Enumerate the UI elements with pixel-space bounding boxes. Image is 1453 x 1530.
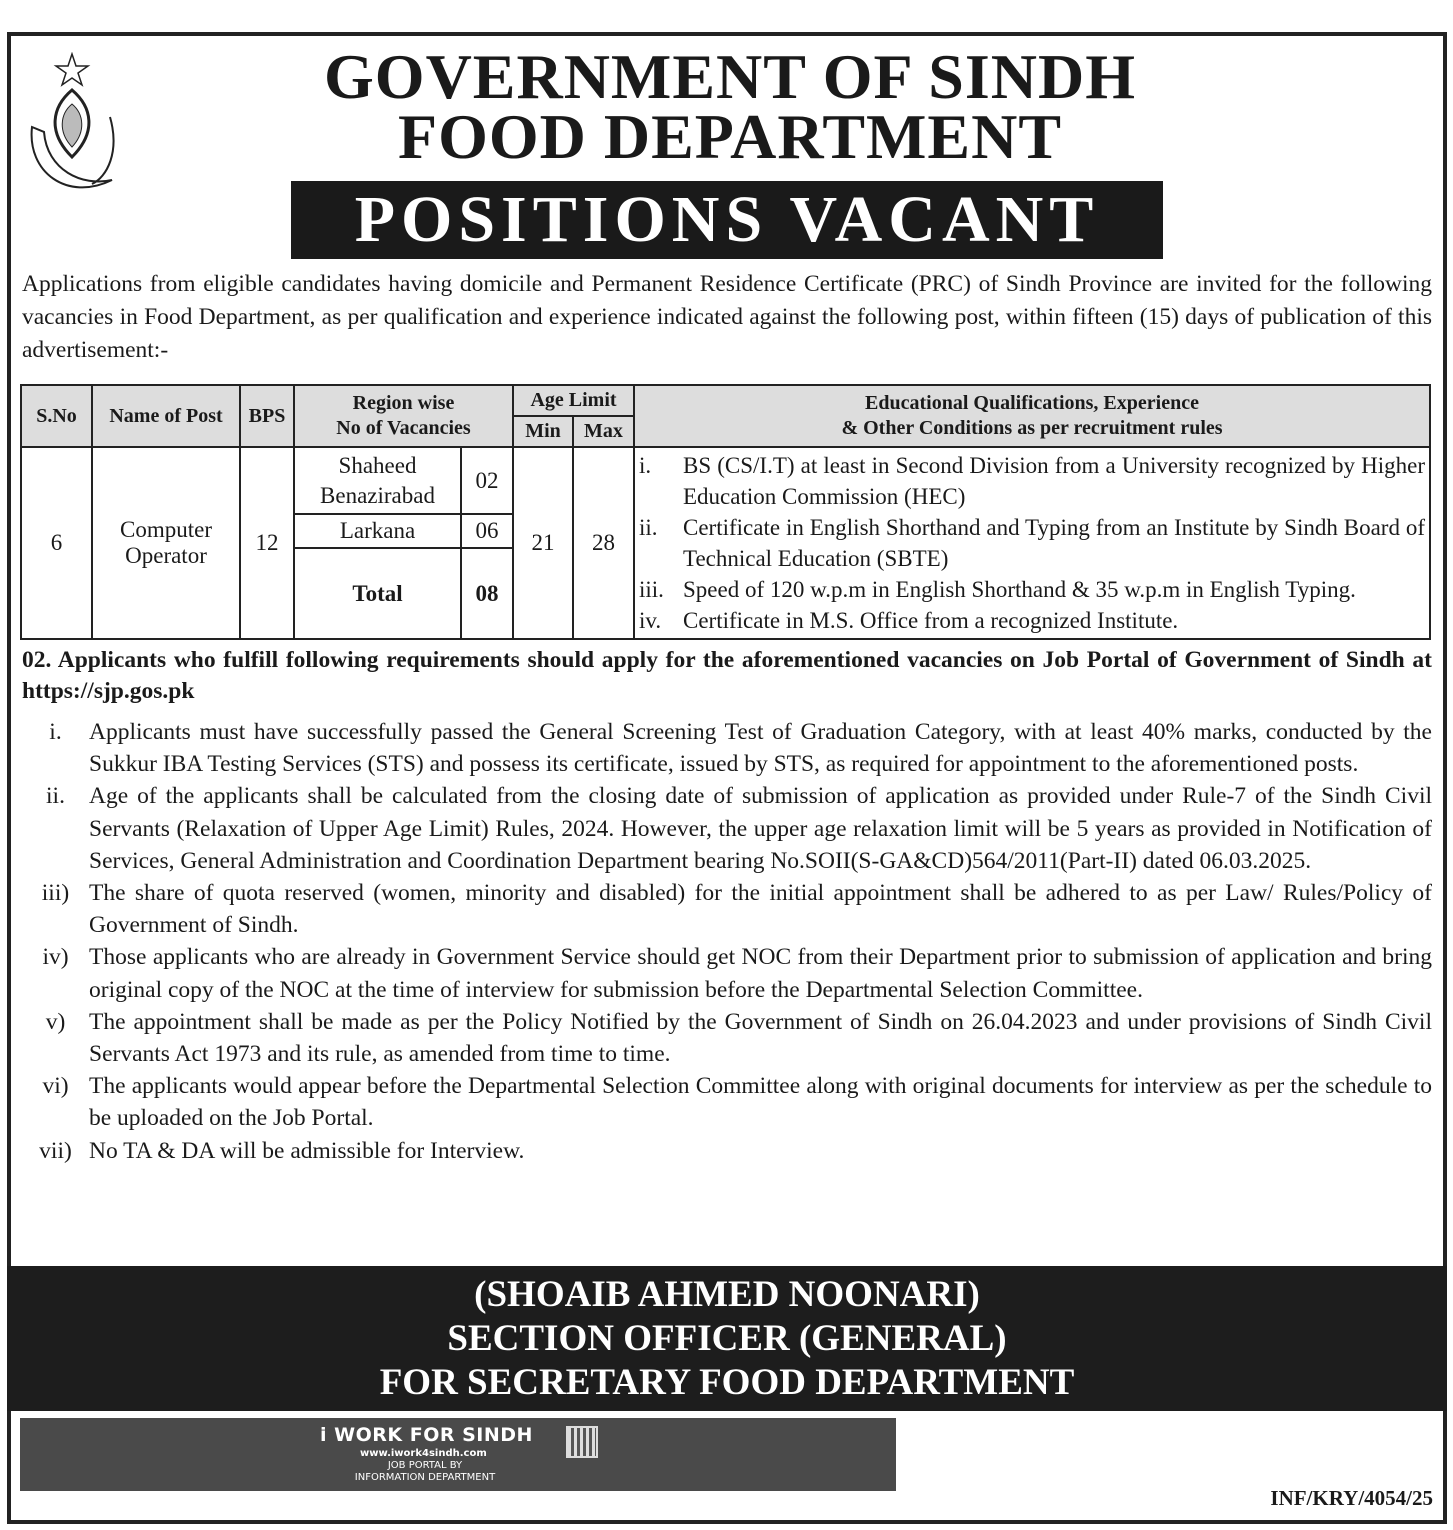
region-name-line2: Benazirabad	[320, 482, 435, 508]
header-region-line2: No of Vacancies	[336, 417, 471, 439]
qr-code-icon	[566, 1426, 598, 1458]
requirement-number: iii)	[41, 880, 70, 907]
section-2-heading: 02. Applicants who fulfill following requirements should apply for the aforementioned vacancies on Job Portal of Government of Sindh at https://sjp.gos.pk	[22, 647, 1432, 704]
requirements-list	[22, 716, 1432, 1167]
condition-item	[639, 512, 1425, 574]
requirement-text: Applicants must have successfully passed the General Screening Test of Graduation Category, with at least 40% marks, conducted by the Sukkur IBA Testing Services (STS) and possess its certificate, issued by STS, as required for appointment to the aforementioned posts.	[89, 719, 1432, 778]
requirement-item	[22, 1070, 1432, 1134]
post-line1: Computer	[120, 517, 212, 542]
sindh-government-emblem	[22, 52, 122, 202]
requirement-item	[22, 780, 1432, 877]
condition-item	[639, 450, 1425, 512]
condition-item	[639, 574, 1425, 605]
requirement-item	[22, 877, 1432, 941]
reference-number: INF/KRY/4054/25	[1270, 1486, 1433, 1510]
header-edu-line1: Educational Qualifications, Experience	[865, 392, 1199, 414]
condition-number: iii.	[639, 577, 664, 602]
condition-number: ii.	[639, 515, 658, 540]
requirement-item	[22, 716, 1432, 780]
requirement-text: The share of quota reserved (women, minority and disabled) for the initial appointment shall be adhered to as per Law/ Rules/Policy of Government of Sindh.	[89, 880, 1432, 939]
cell-total: 08	[461, 548, 513, 639]
requirement-text: No TA & DA will be admissible for Interview.	[89, 1137, 525, 1164]
signature-block	[7, 1266, 1447, 1411]
requirement-number: ii.	[46, 783, 65, 810]
intro-paragraph: Applications from eligible candidates having domicile and Permanent Residence Certificate (PRC) of Sindh Province are invited for the following vacancies in Food Department, as per qualification and experience indicated against the following post, within fifteen (15) days of publication of this advertisement:-	[22, 271, 1432, 363]
portal-url[interactable]: www.iwork4sindh.com	[360, 1448, 487, 1459]
requirement-item	[22, 1006, 1432, 1070]
condition-number: iv.	[639, 608, 662, 633]
cell-sno: 6	[21, 447, 92, 639]
signatory-title: SECTION OFFICER (GENERAL)	[447, 1318, 1007, 1359]
cell-total-label: Total	[294, 548, 461, 639]
condition-text: Certificate in M.S. Office from a recognized Institute.	[683, 608, 1179, 633]
credit-line1: JOB PORTAL BY	[387, 1460, 463, 1471]
header-education	[634, 385, 1430, 447]
requirement-number: vii)	[39, 1137, 72, 1164]
requirement-number: i.	[49, 719, 62, 745]
cell-conditions	[634, 447, 1430, 639]
cell-count: 02	[461, 447, 513, 514]
signatory-on-behalf: FOR SECRETARY FOOD DEPARTMENT	[379, 1362, 1075, 1403]
cell-count: 06	[461, 514, 513, 548]
requirement-item	[22, 941, 1432, 1005]
cell-min-age: 21	[513, 447, 573, 639]
condition-number: i.	[639, 453, 652, 478]
requirement-text: Age of the applicants shall be calculated from the closing date of submission of application as provided under Rule-7 of the Sindh Civil Servants (Relaxation of Upper Age Limit) Rules, 2024. However, the upper age relaxation limit will be 5 years as provided in Notification of Services, General Administration and Coordination Department bearing No.SOII(S-GA&CD)564/2011(Part-II) dated 06.03.2025.	[89, 783, 1432, 874]
cell-max-age: 28	[573, 447, 634, 639]
cell-region	[294, 447, 461, 514]
header-region-line1: Region wise	[352, 392, 455, 414]
requirement-number: vi)	[42, 1073, 69, 1100]
cell-region: Larkana	[294, 514, 461, 548]
condition-text: Certificate in English Shorthand and Typing from an Institute by Sindh Board of Technical Education (SBTE)	[683, 515, 1425, 571]
header-sno: S.No	[21, 385, 92, 447]
header-post: Name of Post	[92, 385, 240, 447]
iwork4sindh-banner	[20, 1418, 896, 1491]
cell-bps: 12	[240, 447, 294, 639]
region-name-line1: Shaheed	[338, 452, 417, 478]
brand-text: WORK FOR SINDH	[334, 1424, 533, 1446]
header-region	[294, 385, 513, 447]
requirement-number: iv)	[42, 944, 69, 971]
credit-line2: INFORMATION DEPARTMENT	[354, 1472, 496, 1483]
signatory-name: (SHOAIB AHMED NOONARI)	[474, 1274, 980, 1315]
brand-name: i WORK FOR SINDH	[320, 1424, 533, 1446]
requirement-text: Those applicants who are already in Government Service should get NOC from their Department prior to submission of application and bring original copy of the NOC at the time of interview for submission before the Departmental Selection Committee.	[89, 944, 1432, 1003]
header-edu-line2: & Other Conditions as per recruitment rules	[841, 417, 1223, 439]
header-bps: BPS	[240, 385, 294, 447]
header-age: Age Limit	[513, 385, 634, 416]
condition-item	[639, 605, 1425, 636]
portal-credit	[320, 1460, 530, 1484]
post-line2: Operator	[125, 543, 207, 568]
vacancy-table	[20, 384, 1431, 640]
requirement-text: The applicants would appear before the Departmental Selection Committee along with original documents for interview as per the schedule to be uploaded on the Job Portal.	[89, 1073, 1432, 1132]
government-title: GOVERNMENT OF SINDH	[324, 41, 1136, 112]
requirement-text: The appointment shall be made as per the Policy Notified by the Government of Sindh on 26.04.2023 and under provisions of Sindh Civil Servants Act 1973 and its rule, as amended from time to time.	[89, 1008, 1432, 1068]
requirement-item	[22, 1135, 1432, 1167]
header-min: Min	[513, 416, 573, 447]
requirement-number: v)	[45, 1008, 66, 1035]
condition-text: BS (CS/I.T) at least in Second Division from a University recognized by Higher Education Commission (HEC)	[683, 453, 1425, 509]
department-title: FOOD DEPARTMENT	[398, 101, 1062, 172]
condition-text: Speed of 120 w.p.m in English Shorthand & 35 w.p.m in English Typing.	[683, 577, 1356, 602]
cell-post	[92, 447, 240, 639]
header-max: Max	[573, 416, 634, 447]
positions-vacant-banner: POSITIONS VACANT	[291, 181, 1163, 259]
